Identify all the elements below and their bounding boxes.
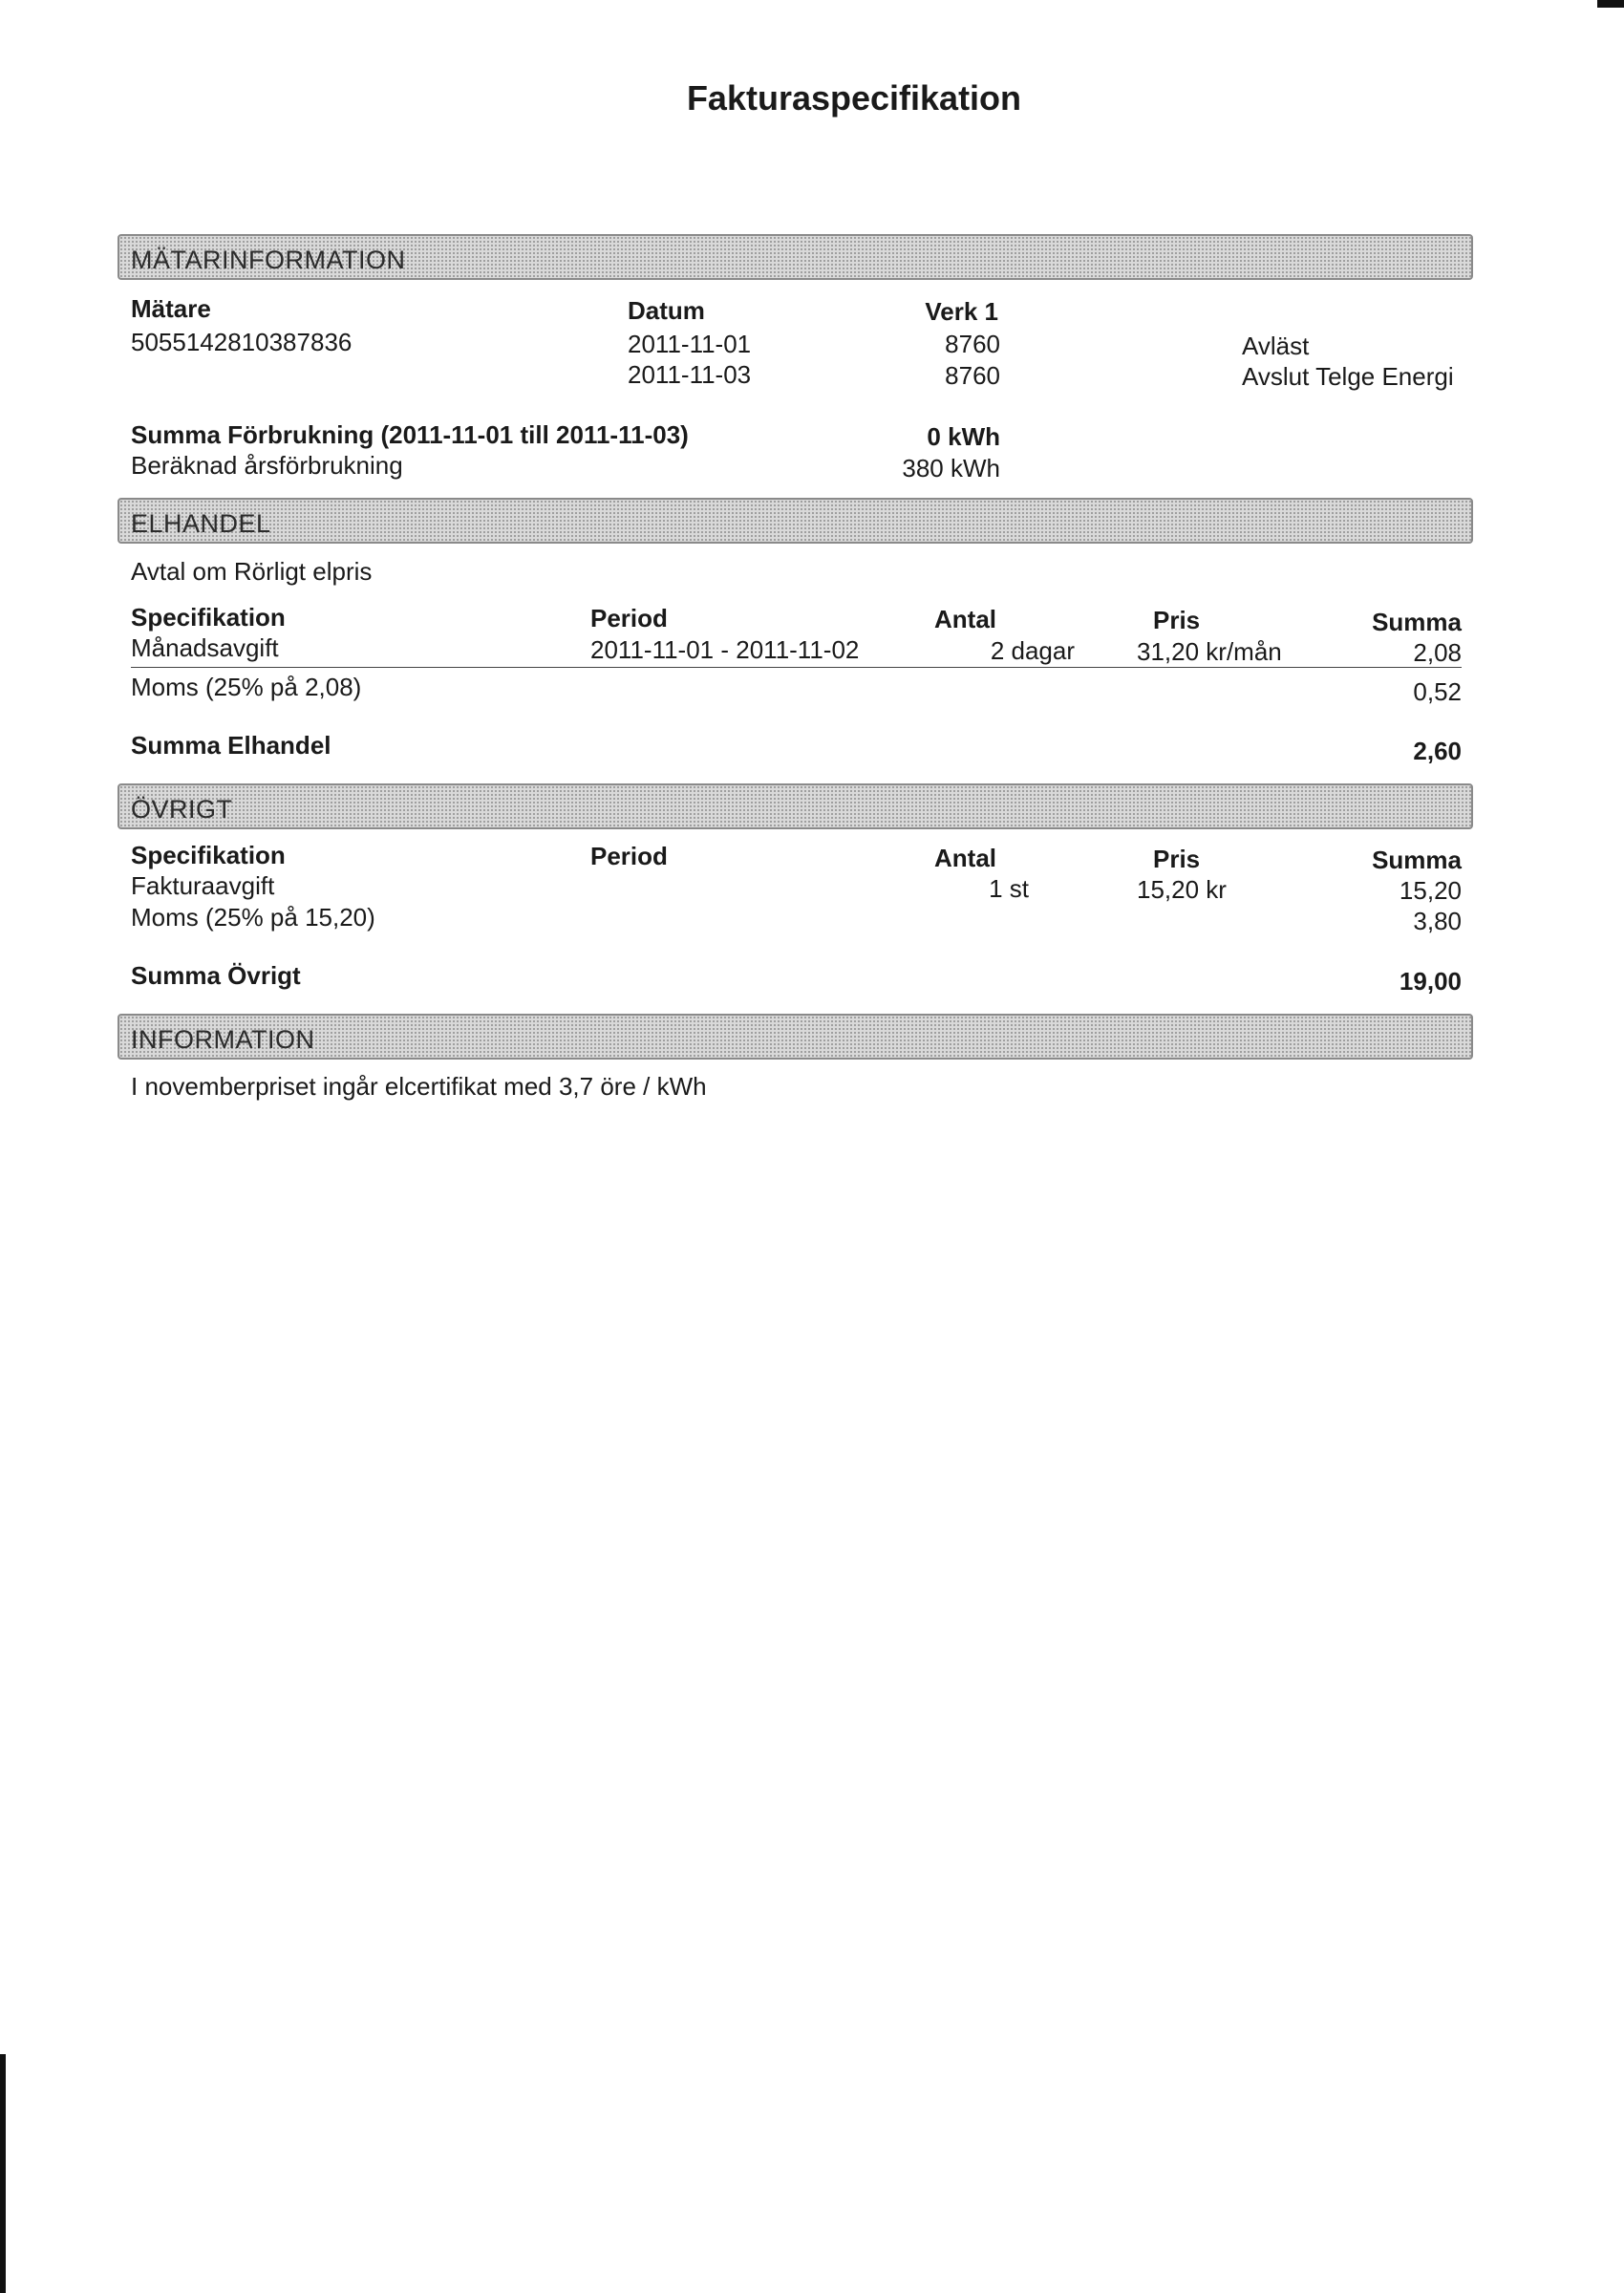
col-header-antal: Antal	[934, 844, 996, 872]
row-divider	[131, 667, 1462, 668]
row-antal: 2 dagar	[990, 636, 1075, 665]
section-header-label: INFORMATION	[131, 1025, 315, 1054]
col-header-pris: Pris	[1153, 606, 1201, 634]
reading-value-2: 8760	[945, 361, 1000, 390]
reading-value-1: 8760	[945, 330, 1000, 358]
section-header-ovrigt	[118, 783, 1473, 829]
row-period: 2011-11-01 - 2011-11-02	[590, 635, 860, 664]
summa-forbrukning-value: 0 kWh	[927, 422, 1000, 451]
col-header-period: Period	[590, 842, 668, 870]
section-header-information	[118, 1014, 1473, 1060]
col-header-pris: Pris	[1153, 845, 1201, 873]
summa-elhandel-label: Summa Elhandel	[131, 731, 331, 760]
arsforbrukning-label: Beräknad årsförbrukning	[131, 451, 403, 480]
col-header-specifikation: Specifikation	[131, 841, 286, 869]
moms-label: Moms (25% på 15,20)	[131, 903, 375, 932]
col-header-period: Period	[590, 604, 668, 632]
arsforbrukning-value: 380 kWh	[902, 454, 1000, 482]
scan-edge-mark	[1597, 0, 1624, 8]
section-header-label: ÖVRIGT	[131, 795, 233, 824]
row-summa: 15,20	[1399, 876, 1462, 905]
row-spec: Fakturaavgift	[131, 871, 275, 900]
section-header-elhandel	[118, 498, 1473, 544]
row-summa: 2,08	[1413, 638, 1462, 667]
moms-label: Moms (25% på 2,08)	[131, 673, 362, 701]
moms-value: 3,80	[1413, 907, 1462, 935]
reading-note-2: Avslut Telge Energi	[1242, 362, 1454, 391]
summa-ovrigt-label: Summa Övrigt	[131, 961, 301, 990]
section-header-label: ELHANDEL	[131, 509, 271, 538]
col-header-matare: Mätare	[131, 294, 211, 323]
col-header-summa: Summa	[1372, 846, 1462, 874]
moms-value: 0,52	[1413, 677, 1462, 706]
page-title: Fakturaspecifikation	[686, 78, 1022, 118]
reading-date-2: 2011-11-03	[628, 360, 752, 389]
col-header-datum: Datum	[628, 296, 705, 325]
reading-date-1: 2011-11-01	[628, 330, 752, 358]
col-header-verk: Verk 1	[925, 297, 998, 326]
summa-elhandel-value: 2,60	[1413, 737, 1462, 765]
row-spec: Månadsavgift	[131, 633, 279, 662]
scan-edge-mark	[0, 2054, 6, 2293]
reading-note-1: Avläst	[1242, 332, 1310, 360]
meter-id: 5055142810387836	[131, 328, 353, 356]
col-header-specifikation: Specifikation	[131, 603, 286, 632]
row-pris: 31,20 kr/mån	[1137, 637, 1282, 666]
summa-forbrukning-label: Summa Förbrukning (2011-11-01 till 2011-11-03)	[131, 420, 689, 449]
section-header-matarinformation	[118, 234, 1473, 280]
section-header-label: MÄTARINFORMATION	[131, 246, 406, 274]
row-pris: 15,20 kr	[1137, 875, 1227, 904]
row-antal: 1 st	[989, 874, 1029, 903]
col-header-antal: Antal	[934, 605, 996, 633]
avtal-text: Avtal om Rörligt elpris	[131, 557, 373, 586]
information-text: I novemberpriset ingår elcertifikat med 3,7 öre / kWh	[131, 1072, 707, 1101]
col-header-summa: Summa	[1372, 608, 1462, 636]
summa-ovrigt-value: 19,00	[1399, 967, 1462, 996]
